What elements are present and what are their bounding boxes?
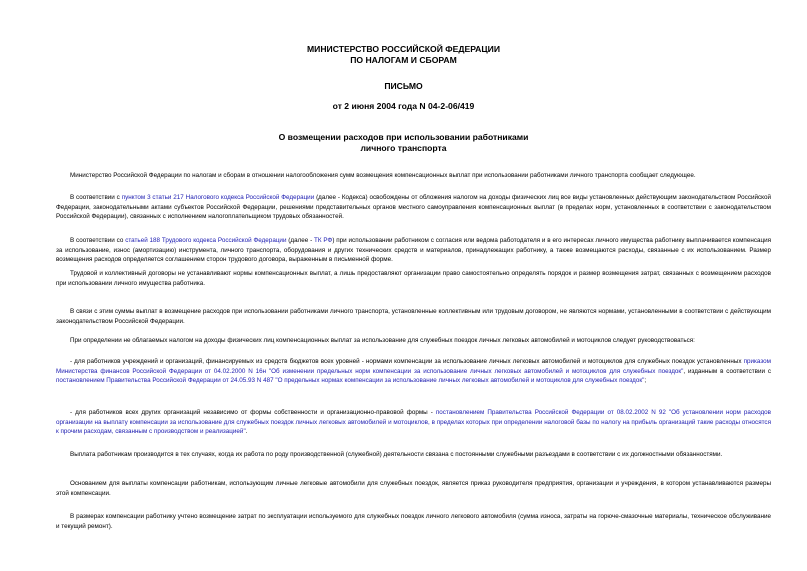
paragraph-text: - для работников учреждений и организаций, финансируемых из средств бюджетов всех уровней - нормами компенсации за использование личных легковых автомобилей и мотоциклов для служебных поездок установленных (70, 358, 744, 365)
paragraph-text: В соответствии со (70, 237, 126, 244)
link-minfin-order-16n[interactable]: приказом Министерства финансов Российской Федерации от 04.02.2000 N 16н "Об изменении предельных норм компенсации за использование личных легковых автомобилей и мотоциклов для служебных поездок" (56, 358, 771, 375)
paragraph-contracts: Трудовой и коллективный договоры не устанавливают нормы компенсационных выплат, а лишь предоставляют организации право самостоятельно определять порядок и размер возмещения затрат, связанных с возмещением расходов при использовании личного имущества работника. (56, 270, 771, 287)
link-labor-code-article-188[interactable]: статьей 188 Трудового кодекса Российской Федерации (125, 237, 287, 244)
paragraph-text: (далее - Кодекса) освобождены от обложения налогом на доходы физических лиц все виды установленных действующим законодательством Российской Федерации, законодательными актами субъектов Российской Федерации, решениями представительных органов местного самоуправления компенсационных выплат (в пределах норм, установленных в соответствии с законодательством Российской Федерации), связанных с исполнением налогоплательщиком трудовых обязанностей. (56, 194, 771, 221)
paragraph-text: ; (644, 377, 647, 385)
document-type: ПИСЬМО (384, 81, 423, 91)
paragraph-text: - для работников всех других организаций независимо от формы собственности и организационно-правовой формы - (70, 409, 436, 416)
paragraph-not-norms: В связи с этим суммы выплат в возмещение расходов при использовании работниками личного транспорта, установленные коллективным или трудовым договором, не являются нормами, установленными в соответствии с действующим законодательством Российской Федерации. (56, 308, 771, 325)
paragraph-text: В соответствии с (70, 194, 122, 201)
paragraph-text: , изданным в соответствии с (683, 367, 771, 375)
subject-line-1: О возмещении расходов при использовании работниками (278, 132, 529, 142)
paragraph-payment-cases: Выплата работникам производится в тех случаях, когда их работа по роду производственной (служебной) деятельности связана с постоянными служебными разъездами в соответствии с их должностными обязанностями. (70, 451, 723, 458)
ministry-line-2: ПО НАЛОГАМ И СБОРАМ (350, 55, 457, 65)
paragraph-tax-code (56, 193, 771, 222)
link-tax-code-article-217[interactable]: пунктом 3 статьи 217 Налогового кодекса Российской Федерации (121, 194, 315, 201)
link-government-decree-92[interactable]: постановлением Правительства Российской Федерации от 08.02.2002 N 92 "Об установлении норм расходов организации на выплату компенсации за использование для служебных поездок личных легковых автомобилей и мотоциклов, в пределах которых при определении налоговой базы по налогу на прибыль организаций такие расходы относятся к прочим расходам, связанным с производством и реализацией" (56, 409, 771, 436)
paragraph-labor-code (56, 236, 771, 265)
paragraph-other-organizations (56, 408, 771, 437)
paragraph-text: (далее - (286, 237, 315, 244)
ministry-heading (0, 44, 807, 66)
paragraph-text: ) при использовании работником с согласия или ведома работодателя и в его интересах личного имущества работнику выплачивается компенсация за использование, износ (амортизацию) инструмента, личного транспорта, оборудования и других технических средств и материалов, принадлежащих работнику, а также возмещаются расходы, связанные с их использованием. Размер возмещения расходов определяется соглашением сторон трудового договора, выраженным в письменной форме. (56, 237, 772, 264)
paragraph-payment-basis: Основанием для выплаты компенсации работникам, использующим личные легковые автомобили для служебных поездок, является приказ руководителя предприятия, организации и учреждения, в котором устанавливаются размеры этой компенсации. (56, 480, 771, 497)
link-government-decree-487[interactable]: постановлением Правительства Российской Федерации от 24.05.93 N 487 "О предельных нормах компенсации за использование личных легковых автомобилей и мотоциклов для служебных поездок" (56, 377, 645, 385)
ministry-line-1: МИНИСТЕРСТВО РОССИЙСКОЙ ФЕДЕРАЦИИ (306, 44, 501, 54)
document-date-number: от 2 июня 2004 года N 04-2-06/419 (332, 101, 475, 111)
document-subject (0, 132, 807, 154)
paragraph-guidance: При определении не облагаемых налогом на доходы физических лиц компенсационных выплат за использование для служебных поездок личных легковых автомобилей и мотоциклов следует руководствоваться: (70, 337, 695, 344)
paragraph-text: . (245, 428, 248, 436)
paragraph-intro: Министерство Российской Федерации по налогам и сборам в отношении налогообложения сумм возмещения компенсационных выплат при использовании работниками личного транспорта сообщает следующее. (70, 172, 696, 179)
paragraph-compensation-scope: В размерах компенсации работнику учтено возмещение затрат по эксплуатации используемого для служебных поездок личного легкового автомобиля (сумма износа, затраты на горюче-смазочные материалы, техническое обслуживание и текущий ремонт). (56, 513, 771, 530)
paragraph-budget-organizations (56, 357, 771, 386)
subject-line-2: личного транспорта (360, 143, 447, 153)
link-labor-code[interactable]: ТК РФ (314, 237, 333, 244)
